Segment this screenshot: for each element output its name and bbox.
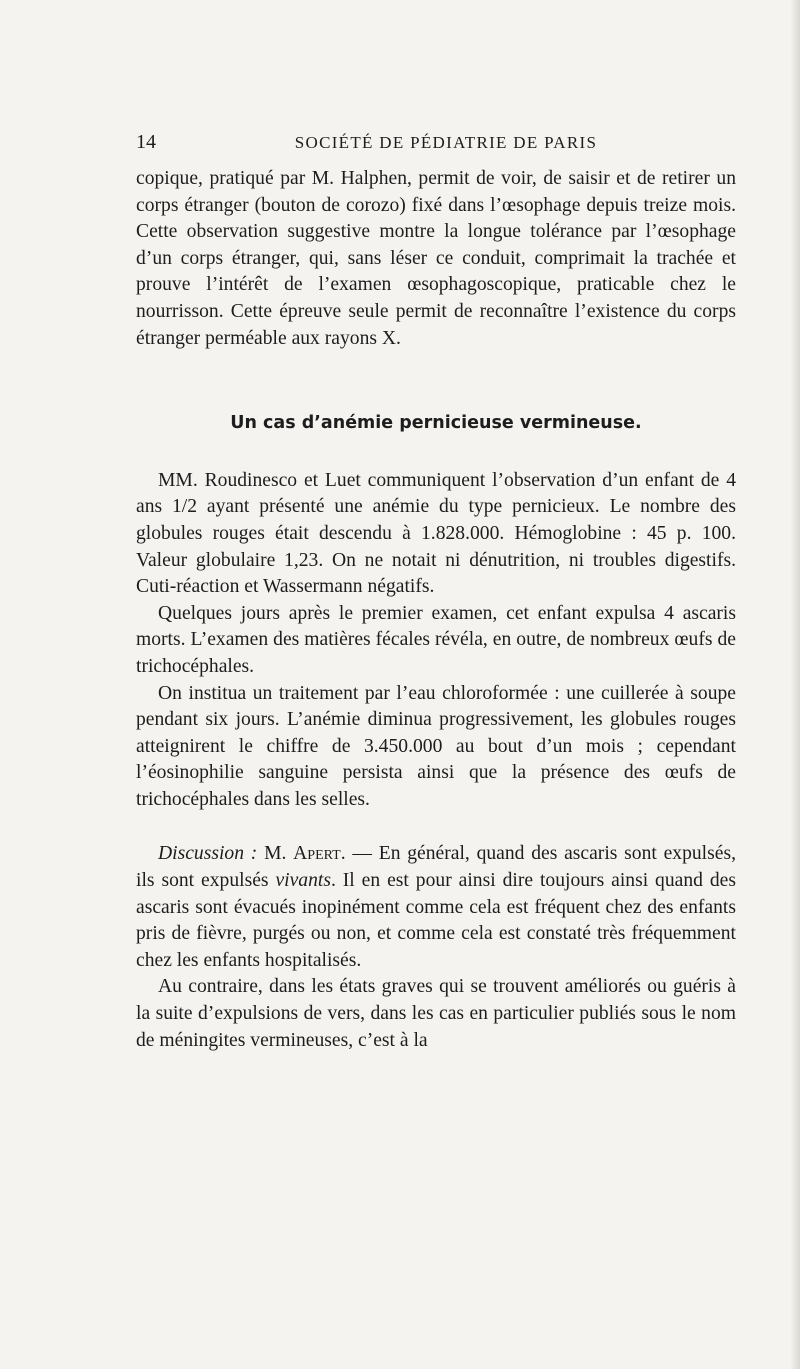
- speaker-prefix: M.: [264, 843, 287, 865]
- paragraph-contrary: Au contraire, dans les états graves qui se trouvent améliorés ou guéris à la suite d’expulsions de vers, dans les cas en particulier publiés sous le nom de méningites vermineuses, c’est à la: [136, 976, 736, 1051]
- discussion-emphasis: vivants: [275, 870, 331, 892]
- paragraph-treatment: On institua un traitement par l’eau chloroformée : une cuillerée à soupe pendant six jours. L’anémie diminua progressivement, les globules rouges atteignirent le chiffre de 3.450.000 au bout d’un mois ; cependant l’éosinophilie sanguine persista ainsi que la présence des œufs de trichocéphales dans les selles.: [136, 682, 736, 810]
- discussion-label: Discussion :: [158, 843, 258, 865]
- discussion-text-after: . Il en est pour ainsi dire toujours ainsi quand des ascaris sont évacués inopinément comme cela est fréquent chez des enfants pris de fièvre, purgés ou non, et comme cela est constaté très fréquemment chez les enfants hospitalisés.: [136, 870, 736, 971]
- paragraph-continued: copique, pratiqué par M. Halphen, permit de voir, de saisir et de retirer un corps étranger (bouton de corozo) fixé dans l’œsophage depuis treize mois. Cette observation suggestive montre la longue tolérance par l’œsophage d’un corps étranger, qui, sans léser ce conduit, comprimait la trachée et prouve l’intérêt de l’examen œsophagoscopique, praticable chez le nourrisson. Cette épreuve seule permit de reconnaître l’existence du corps étranger perméable aux rayons X.: [136, 168, 736, 349]
- paragraph-observation: MM. Roudinesco et Luet communiquent l’observation d’un enfant de 4 ans 1/2 ayant présenté une anémie du type pernicieux. Le nombre des globules rouges était descendu à 1.828.000. Hémoglobine : 45 p. 100. Valeur globulaire 1,23. On ne notait ni dénutrition, ni troubles digestifs. Cuti-réaction et Wassermann négatifs.: [136, 469, 736, 598]
- page-edge-shadow: [790, 0, 800, 1369]
- paragraph-expulsion: Quelques jours après le premier examen, cet enfant expulsa 4 ascaris morts. L’examen des matières fécales révéla, en outre, de nombreux œufs de trichocéphales.: [136, 602, 736, 677]
- page-header: [136, 131, 736, 157]
- paragraph-discussion: [136, 841, 736, 974]
- running-title: SOCIÉTÉ DE PÉDIATRIE DE PARIS: [294, 133, 598, 152]
- speaker-name: Apert: [293, 843, 341, 865]
- page-body: [136, 166, 736, 1054]
- page-number: 14: [136, 131, 156, 153]
- discussion-text-before: . — En général, quand des ascaris sont expulsés, ils sont expulsés: [136, 843, 736, 892]
- section-title: Un cas d’anémie pernicieuse vermineuse.: [230, 413, 642, 434]
